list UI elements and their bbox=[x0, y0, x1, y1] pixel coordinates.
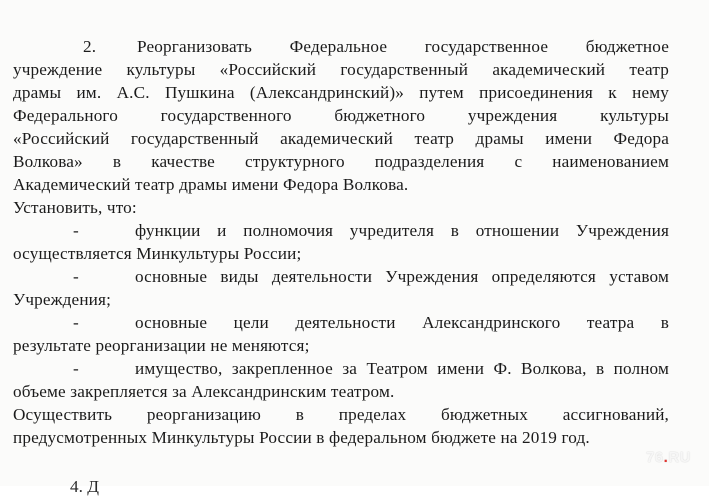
item-number: 2. bbox=[83, 37, 97, 56]
document-line: учреждение культуры «Российский государственный академический театр bbox=[13, 60, 669, 79]
line-text: основные цели деятельности Александринского театра в bbox=[135, 313, 669, 332]
watermark-prefix: 76 bbox=[645, 449, 664, 466]
line-text: Реорганизовать Федеральное государственное бюджетное bbox=[137, 37, 669, 56]
watermark-suffix: RU bbox=[668, 449, 691, 466]
line-text: имущество, закрепленное за Театром имени Ф. Волкова, в полном bbox=[135, 359, 669, 378]
document-line: объеме закрепляется за Александринским театром. bbox=[13, 382, 395, 401]
line-text: 4. Д bbox=[70, 477, 99, 496]
document-line: результате реорганизации не меняются; bbox=[13, 336, 310, 355]
line-text: функции и полномочия учредителя в отношении Учреждения bbox=[135, 221, 669, 240]
dash-bullet: - bbox=[73, 359, 79, 378]
document-line: драмы им. А.С. Пушкина (Александринский)» путем присоединения к нему bbox=[13, 83, 669, 102]
document-line: Осуществить реорганизацию в пределах бюджетных ассигнований, bbox=[13, 405, 669, 424]
document-line: Волкова» в качестве структурного подразделения с наименованием bbox=[13, 152, 669, 171]
document-line: «Российский государственный академический театр драмы имени Федора bbox=[13, 129, 669, 148]
document-line: Установить, что: bbox=[13, 198, 137, 217]
dash-bullet: - bbox=[73, 313, 79, 332]
site-watermark-logo bbox=[646, 449, 691, 466]
dash-bullet: - bbox=[73, 221, 79, 240]
watermark-dot: . bbox=[663, 449, 669, 466]
document-line: Академический театр драмы имени Федора Волкова. bbox=[13, 175, 409, 194]
document-line: предусмотренных Минкультуры России в федеральном бюджете на 2019 год. bbox=[13, 428, 590, 447]
document-line: Федерального государственного бюджетного учреждения культуры bbox=[13, 106, 669, 125]
line-text: основные виды деятельности Учреждения определяются уставом bbox=[135, 267, 669, 286]
dash-bullet: - bbox=[73, 267, 79, 286]
document-line: Учреждения; bbox=[13, 290, 112, 309]
cut-off-line bbox=[13, 476, 613, 496]
document-line: осуществляется Минкультуры России; bbox=[13, 244, 302, 263]
